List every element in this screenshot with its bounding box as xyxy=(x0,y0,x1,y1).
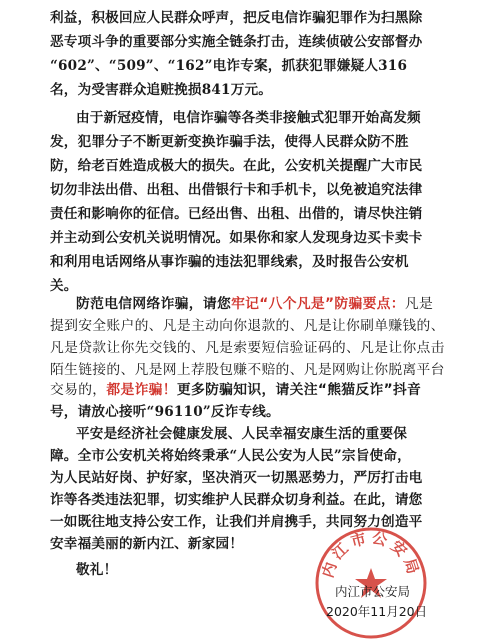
paragraph-2-line-8: 关。 xyxy=(50,278,78,294)
paragraph-2-line-2: 发，犯罪分子不断更新变换诈骗手法，使得人民群众防不胜 xyxy=(50,134,409,150)
paragraph-2-line-6: 并主动到公安机关说明情况。如果你和家人发现身边买卡卖卡 xyxy=(50,230,423,246)
paragraph-1-line-2: 恶专项斗争的重要部分实施全链条打击，连续侦破公安部督办 xyxy=(50,34,423,50)
paragraph-2-line-7: 和利用电话网络从事诈骗的违法犯罪线索，及时报告公安机 xyxy=(50,254,409,270)
paragraph-2-line-3: 防，给老百姓造成极大的损失。在此，公安机关提醒广大市民 xyxy=(50,158,423,174)
paragraph-4-line-2: 障。全市公安机关将始终秉承“人民公安为人民”宗旨使命， xyxy=(50,448,411,464)
follow-douyin-text: 更多防骗知识，请关注“熊猫反诈”抖音 xyxy=(176,382,422,398)
signature-organization: 内江市公安局 xyxy=(335,584,411,599)
signature-date: 2020年11月20日 xyxy=(326,604,428,619)
transaction-text: 交易的， xyxy=(50,382,107,398)
paragraph-4-line-6: 安幸福美丽的新内江、新家园！ xyxy=(50,536,244,552)
anti-fraud-intro-tail: 凡是 xyxy=(404,296,434,312)
paragraph-2-line-5: 责任和影响你的征信。已经出售、出租、出借的，请尽快注销 xyxy=(50,206,423,222)
eight-rules-highlight: 牢记“八个凡是”防骗要点： xyxy=(231,296,405,312)
paragraph-2-line-1: 由于新冠疫情，电信诈骗等各类非接触式犯罪开始高发频 xyxy=(76,110,421,126)
paragraph-1-line-1: 利益，积极回应人民群众呼声，把反电信诈骗犯罪作为扫黑除 xyxy=(50,10,423,26)
paragraph-4-line-5: 一如既往地支持公安工作，让我们并肩携手，共同努力创造平 xyxy=(50,514,423,530)
closing-salutation: 敬礼！ xyxy=(76,562,118,578)
seal-text: 内江市公安局 xyxy=(318,528,424,580)
all-fraud-highlight: 都是诈骗！ xyxy=(106,382,177,398)
paragraph-1-line-4: 名，为受害群众追赃挽损841万元。 xyxy=(50,82,273,98)
paragraph-3-line-6: 号，请放心接听“96110”反诈专线。 xyxy=(50,404,280,420)
paragraph-4-line-3: 为人民站好岗、护好家，坚决消灭一切黑恶势力，严厉打击电 xyxy=(50,470,423,486)
paragraph-1-line-3: “602”、“509”、“162”电诈专案，抓获犯罪嫌疑人316 xyxy=(50,58,408,74)
paragraph-2-line-4: 切勿非法出借、出租、出借银行卡和手机卡，以免被追究法律 xyxy=(50,182,423,198)
paragraph-3-line-4: 陌生链接的、凡是网上荐股包赚不赔的、凡是网购让你脱离平台 xyxy=(50,362,445,378)
paragraph-3-line-3: 凡是贷款让你先交钱的、凡是索要短信验证码的、凡是让你点击 xyxy=(50,340,445,356)
paragraph-4-line-1: 平安是经济社会健康发展、人民幸福安康生活的重要保 xyxy=(76,426,408,442)
paragraph-4-line-4: 诈等各类违法犯罪，切实维护人民群众切身利益。在此，请您 xyxy=(50,492,423,508)
paragraph-3-line-1 xyxy=(76,294,442,314)
paragraph-3-line-5 xyxy=(50,380,442,400)
paragraph-3-line-2: 提到安全账户的、凡是主动向你退款的、凡是让你刷单赚钱的、 xyxy=(50,318,445,334)
anti-fraud-intro: 防范电信网络诈骗，请您 xyxy=(76,296,232,312)
